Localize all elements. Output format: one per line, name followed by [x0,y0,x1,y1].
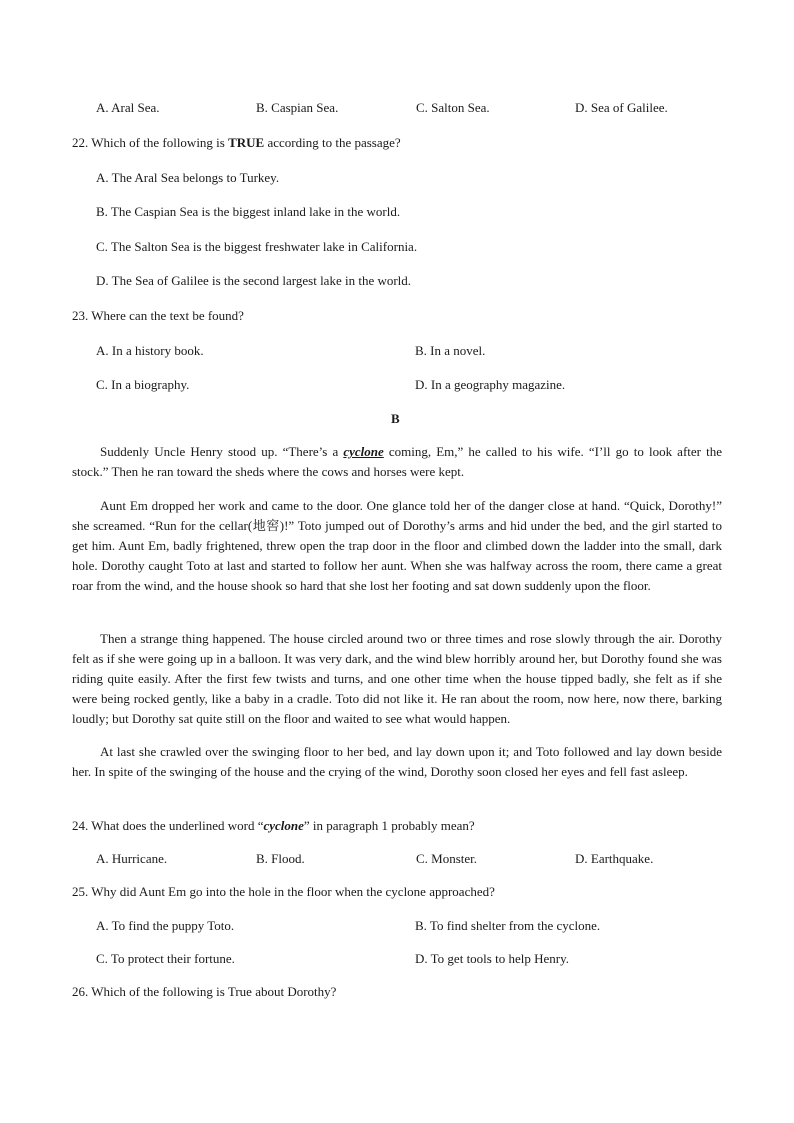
q23-option-a: A. In a history book. [96,343,204,358]
q24-stem: 24. What does the underlined word “cyclone” in paragraph 1 probably mean? [72,818,475,833]
q22-option-d: D. The Sea of Galilee is the second largest lake in the world. [96,273,412,288]
q24-option-b: B. Flood. [256,851,305,866]
q24-option-d: D. Earthquake. [575,851,654,866]
q21-option-a: A. Aral Sea. [96,100,160,115]
q25-option-b: B. To find shelter from the cyclone. [415,918,601,933]
q22-stem: 22. Which of the following is TRUE according to the passage? [72,135,401,150]
passage-paragraph-3: Then a strange thing happened. The house circled around two or three times and rose slowly through the air. Dorothy felt as if she were going up in a balloon. It was very dark, and the wind blew horribly around her, but Dorothy found she was riding quite easily. After the first few twists and turns, and one other time when the house tipped badly, she felt as if she were being rocked gently, like a baby in a cradle. Toto did not like it. He ran about the room, now here, now there, barking loudly; but Dorothy sat quite still on the floor and waited to see what would happen. [72,631,722,726]
q24-keyword: cyclone [263,818,304,833]
q21-option-c: C. Salton Sea. [416,100,490,115]
passage-paragraph-1: Suddenly Uncle Henry stood up. “There’s a cyclone coming, Em,” he called to his wife. “I’ll go to look after the stock.” Then he ran toward the sheds where the cows and horses were kept. [72,444,722,479]
section-label: B [391,411,400,426]
q21-option-b: B. Caspian Sea. [256,100,339,115]
passage-paragraph-2: Aunt Em dropped her work and came to the door. One glance told her of the danger close at hand. “Quick, Dorothy!” she screamed. “Run for the cellar(地窖)!” Toto jumped out of Dorothy’s arms and hid under the bed, and the girl started to get him. Aunt Em, badly frightened, threw open the trap door in the floor and climbed down the ladder into the small, dark hole. Dorothy caught Toto at last and started to follow her aunt. When she was halfway across the room, there came a great roar from the wind, and the house shook so hard that she lost her footing and sat down suddenly upon the floor. [72,498,722,593]
q23-stem: 23. Where can the text be found? [72,308,244,323]
q26-stem: 26. Which of the following is True about Dorothy? [72,984,337,999]
q22-option-c: C. The Salton Sea is the biggest freshwater lake in California. [96,239,418,254]
q25-option-c: C. To protect their fortune. [96,951,235,966]
passage-paragraph-4: At last she crawled over the swinging floor to her bed, and lay down upon it; and Toto followed and lay down beside her. In spite of the swinging of the house and the crying of the wind, Dorothy soon closed her eyes and fell fast asleep. [72,744,722,779]
keyword-cyclone: cyclone [343,444,384,459]
q21-option-d: D. Sea of Galilee. [575,100,668,115]
q22-option-a: A. The Aral Sea belongs to Turkey. [96,170,280,185]
q25-stem: 25. Why did Aunt Em go into the hole in the floor when the cyclone approached? [72,884,495,899]
q24-option-a: A. Hurricane. [96,851,168,866]
q25-option-a: A. To find the puppy Toto. [96,918,235,933]
q22-option-b: B. The Caspian Sea is the biggest inland lake in the world. [96,204,401,219]
q23-option-b: B. In a novel. [415,343,486,358]
q23-option-d: D. In a geography magazine. [415,377,566,392]
q25-option-d: D. To get tools to help Henry. [415,951,569,966]
q24-option-c: C. Monster. [416,851,478,866]
q23-option-c: C. In a biography. [96,377,190,392]
